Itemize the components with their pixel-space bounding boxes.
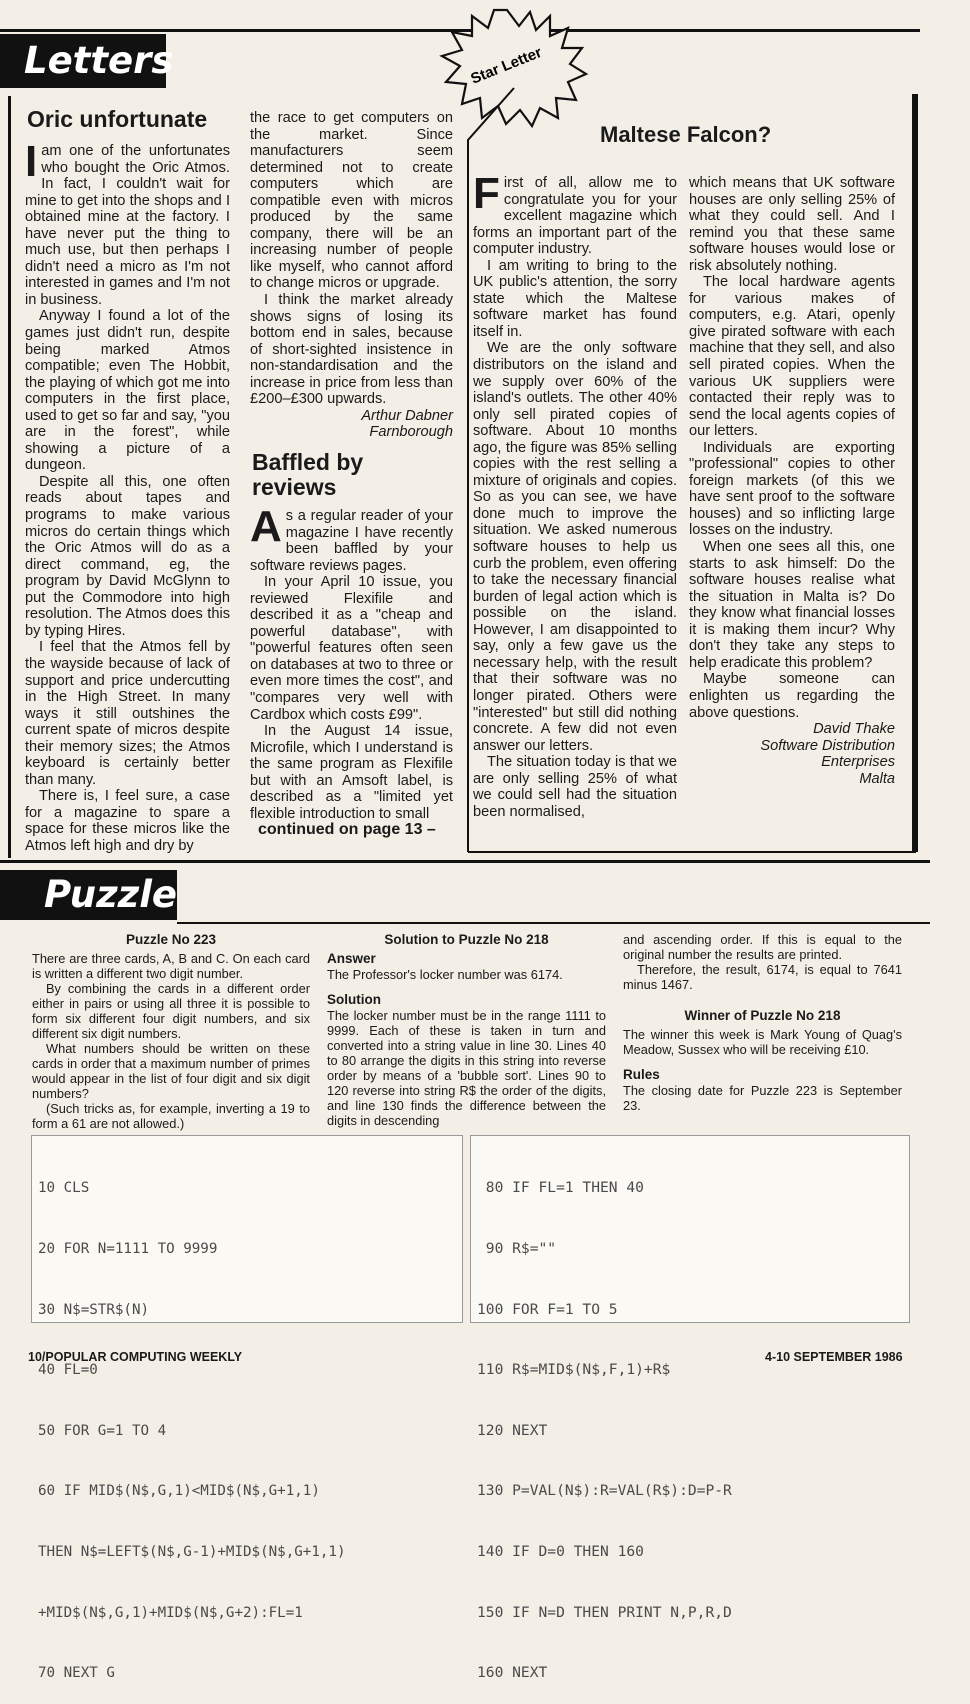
oric-headline: Oric unfortunate: [27, 106, 208, 132]
oric-signature-name: Arthur Dabner: [361, 407, 453, 424]
answer-text: The Professor's locker number was 6174.: [327, 967, 563, 982]
baffled-col: [250, 502, 453, 839]
code-line: 50 FOR G=1 TO 4: [38, 1422, 167, 1439]
oric-col-2: [250, 110, 453, 441]
maltese-para-7: Individuals are exporting "professional" copies to other foreign markets (of this we have sent proof to the software houses) and so inflicting large losses on the industry.: [689, 439, 895, 539]
maltese-headline: Maltese Falcon?: [600, 122, 772, 147]
maltese-sig-2: Software Distribution: [760, 737, 895, 754]
code-line: 110 R$=MID$(N$,F,1)+R$: [477, 1361, 671, 1379]
oric-para-2: Anyway I found a lot of the games just didn't run, despite being marked Atmos compatible; even The Hobbit, the playing of which got me into computers in the first place, used to get so far and say, "you are in the forest", while showing a picture of a dungeon.: [25, 308, 230, 474]
code-line: 120 NEXT: [477, 1421, 548, 1439]
oric-para-3: Despite all this, one often reads about tapes and programs to make various micros do certain things which the Oric Atmos will do as a direct command, eg, the program by David McGlynn to put the Commodore into high resolution. The Atmos does this by typing Hires.: [25, 473, 230, 639]
winner-text: The winner this week is Mark Young of Quag's Meadow, Sussex who will be receiving £10.: [623, 1027, 902, 1057]
rules-heading: Rules: [623, 1067, 660, 1082]
solution-218-title: Solution to Puzzle No 218: [384, 932, 549, 947]
code-line: 140 IF D=0 THEN 160: [477, 1543, 644, 1561]
code-line: 20 FOR N=1111 TO 9999: [38, 1241, 218, 1258]
footer-left: 10/POPULAR COMPUTING WEEKLY: [28, 1350, 243, 1364]
code-line: 30 N$=STR$(N): [38, 1301, 150, 1318]
puzzle-para-2: By combining the cards in a different order either in pairs or using all three it is possible to form six different four digit numbers, and six different six digit numbers.: [32, 981, 310, 1041]
code-line: +MID$(N$,G,1)+MID$(N$,G+2):FL=1: [38, 1604, 303, 1621]
code-line: 60 IF MID$(N$,G,1)<MID$(N$,G+1,1): [38, 1483, 320, 1500]
continued-link[interactable]: continued on page 13 –: [258, 821, 436, 839]
maltese-para-8: When one sees all this, one starts to ask himself: Do the software houses realise what the situation in Malta is? Do they know what financial losses it is making them incur? Why don't they take any steps to help eradicate this problem?: [689, 539, 895, 671]
baffled-headline: [252, 450, 363, 500]
maltese-sig-4: Malta: [859, 770, 895, 787]
code-line: THEN N$=LEFT$(N$,G-1)+MID$(N$,G+1,1): [38, 1544, 346, 1561]
oric-para-4: I feel that the Atmos fell by the wayside because of lack of support and price undercutting in the High Street. In many ways it still outshines the current spate of micros despite their memory sizes; the Atmos keyboard is certainly better than many.: [25, 639, 230, 788]
oric-para-5: There is, I feel sure, a case for a magazine to spare a space for these micros like the Atmos left high and dry by: [25, 788, 230, 854]
code-line: 130 P=VAL(N$):R=VAL(R$):D=P-R: [477, 1482, 732, 1500]
letters-banner: [0, 34, 174, 88]
maltese-para-3: We are the only software distributors on the island and we supply over 60% of the island's outlets. The other 40% only sell pirated copies of software. About 10 months ago, the figure was 85% selling copies with the rest selling a mixture of originals and copies. So as you can see, we have done much to improve the situation. We asked numerous software houses to help us curb the problem, even offering to take the necessary financial burden of legal action which is possible on the island. However, I am disappointed to say, only a few gave us the necessary help, with the result that their software was no longer pirated. Others were "interested" but still did nothing concrete. A few did not even answer our letters.: [473, 340, 677, 754]
footer-right: 4-10 SEPTEMBER 1986: [765, 1350, 903, 1364]
puzzle-para-4: (Such tricks as, for example, inverting a 19 to form a 61 are not allowed.): [32, 1101, 310, 1131]
solution-cont-1: and ascending order. If this is equal to the original number the results are printed.: [623, 932, 902, 962]
winner-title: Winner of Puzzle No 218: [684, 1008, 841, 1023]
code-line: 80 IF FL=1 THEN 40: [477, 1179, 644, 1197]
maltese-para-4: The situation today is that we are only selling 25% of what we could sell had the situation been normalised,: [473, 754, 677, 820]
puzzle-top-rule: [0, 860, 930, 863]
oric-para-7: I think the market already shows signs of losing its bottom end in sales, because of short-sighted insistence in non-standardisation and the increase in price from less than £200–£300 upwards.: [250, 292, 453, 408]
code-line: 70 NEXT G: [38, 1665, 115, 1682]
puzzle-sub-rule: [177, 922, 930, 924]
baffled-para-2: In your April 10 issue, you reviewed Flexifile and described it as a "cheap and powerful database", with "powerful features often seen on databases at two to three or even more times the cost", and "compares very well with Cardbox which costs £99".: [250, 574, 453, 723]
answer-heading: Answer: [327, 951, 376, 966]
code-line: 100 FOR F=1 TO 5: [477, 1300, 618, 1318]
letters-banner-text: Letters: [24, 39, 174, 82]
maltese-para-5: which means that UK software houses are only selling 25% of what they could sell. And I remind you that these same software houses would lose or risk absolutely nothing.: [689, 175, 895, 274]
puzzle-col-1: [32, 932, 310, 1131]
puzzle-col-3: [623, 932, 902, 1113]
puzzle-para-3: What numbers should be written on these cards in order that a maximum number of primes would appear in the list of four digit and six digit numbers?: [32, 1041, 310, 1101]
puzzle-para-1: There are three cards, A, B and C. On each card is written a different two digit number.: [32, 951, 310, 981]
solution-text: The locker number must be in the range 1111 to 9999. Each of these is taken in turn and converted into a string value in line 30. Lines 40 to 80 arrange the digits in this string into reverse order by means of a 'bubble sort'. Lines 90 to 120 reverse into string R$ the order of the digits, and line 130 finds the difference between the digits in descending: [327, 1008, 606, 1128]
code-line: 90 R$="": [477, 1240, 557, 1258]
solution-heading: Solution: [327, 992, 381, 1007]
maltese-sig-3: Enterprises: [821, 754, 895, 771]
oric-col-1: [25, 137, 230, 855]
maltese-para-9: Maybe someone can enlighten us regarding the above questions.: [689, 671, 895, 721]
rules-text: The closing date for Puzzle 223 is September 23.: [623, 1083, 902, 1113]
maltese-col-2: [689, 175, 895, 787]
baffled-para-1: s a regular reader of your magazine I have recently been baffled by your software reviews pages.: [250, 508, 453, 574]
maltese-para-2: I am writing to bring to the UK public's attention, the sorry state which the Maltese software market has found itself in.: [473, 257, 677, 340]
puzzle-col-2: [327, 932, 606, 1128]
maltese-sig-1: David Thake: [813, 721, 895, 738]
puzzle-223-title: Puzzle No 223: [125, 932, 217, 947]
left-vertical-rule: [8, 96, 11, 858]
oric-signature-place: Farnborough: [369, 424, 453, 441]
puzzle-banner-text: Puzzle: [44, 873, 177, 916]
code-line: 150 IF N=D THEN PRINT N,P,R,D: [477, 1603, 732, 1621]
maltese-para-1: irst of all, allow me to congratulate you for your excellent magazine which forms an important part of the computer industry.: [473, 175, 677, 258]
baffled-para-3: In the August 14 issue, Microfile, which I understand is the same program as Flexifile but with an Amsoft label, is described as a "limited yet flexible introduction to small: [250, 723, 453, 822]
baffled-headline-line-1: Baffled by: [252, 449, 364, 475]
maltese-para-6: The local hardware agents for various makes of computers, e.g. Atari, openly give pirated software with each machine that they sell, and also sell pirated copies. When the various UK suppliers were contacted their reply was to send the local agents copies of our letters.: [689, 274, 895, 440]
maltese-col-1: [473, 169, 677, 820]
code-line: 10 CLS: [38, 1180, 90, 1197]
puzzle-banner: [0, 870, 177, 920]
baffled-dropcap: A: [250, 502, 282, 551]
oric-para-6: the race to get computers on the market. Since manufacturers seem determined not to create computers which are compatible even with micros produced by the same company, there will be an increasing number of people like myself, who cannot afford to change micros or upgrade.: [250, 110, 453, 292]
star-letter-text: Star Letter: [468, 43, 545, 88]
baffled-headline-line-2: reviews: [252, 474, 337, 500]
code-line: 160 NEXT: [477, 1664, 548, 1682]
maltese-dropcap: F: [473, 169, 500, 218]
oric-para-1: am one of the unfortunates who bought the Oric Atmos. In fact, I couldn't wait for mine to get into the shops and I obtained mine at the factory. I have never put the thing to much use, but then perhaps I didn't need a micro as I'm not interested in games and I'm not in business.: [25, 143, 230, 308]
code-line: 40 FL=0: [38, 1362, 98, 1379]
solution-cont-2: Therefore, the result, 6174, is equal to 7641 minus 1467.: [623, 962, 902, 992]
oric-dropcap: I: [25, 137, 38, 186]
